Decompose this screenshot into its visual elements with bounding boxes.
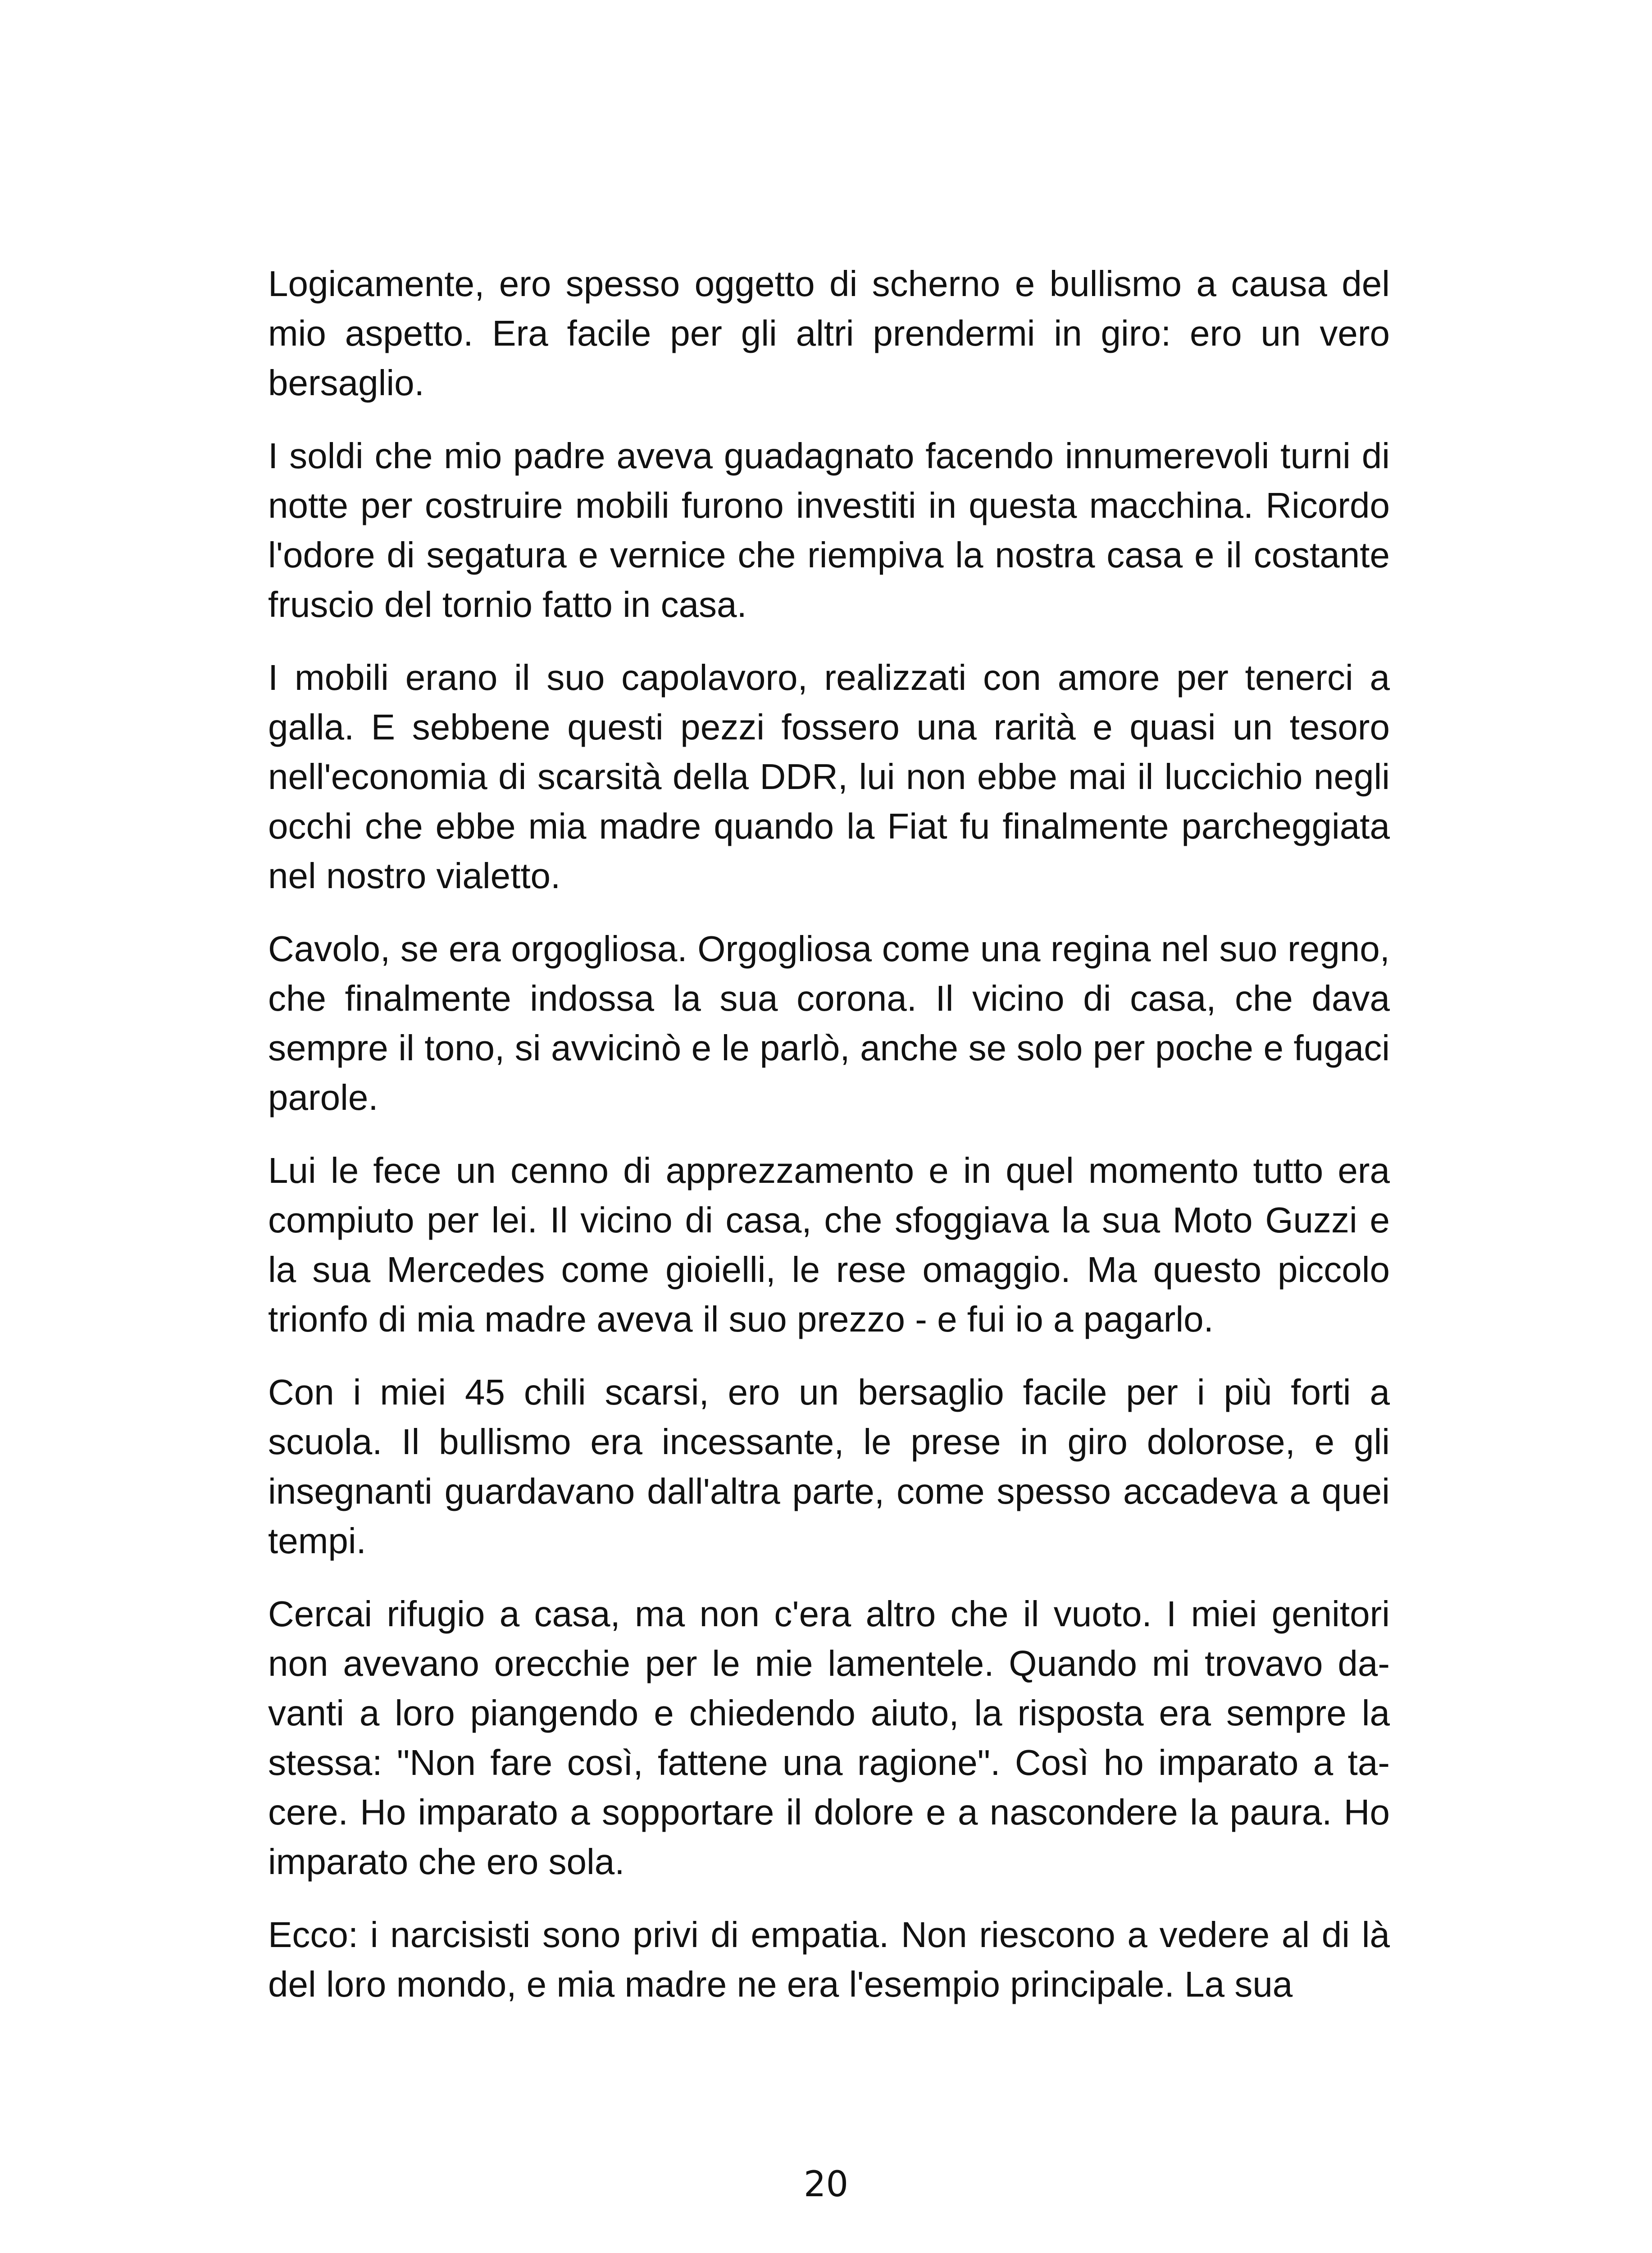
page-number: 20: [803, 2164, 849, 2205]
body-text: [268, 259, 1390, 2033]
paragraph: I mobili erano il suo capolavoro, realizzati con amore per tenerci a galla. E sebbene questi pezzi fossero una rarità e quasi un tesoro nell'economia di scarsità della DDR, lui non ebbe mai il luccichio negli occhi che ebbe mia madre quando la Fiat fu finalmente parcheggiata nel nostro vialetto.: [268, 657, 1390, 896]
paragraph: Ecco: i narcisisti sono privi di empatia. Non riescono a vedere al di là del loro mondo, e mia madre ne era l'esempio principale. La sua: [268, 1915, 1390, 2004]
paragraph: Lui le fece un cenno di apprezzamento e in quel momento tutto era compiuto per lei. Il vicino di casa, che sfoggiava la sua Moto Guzzi e la sua Mercedes come gioielli, le rese omaggio. Ma questo piccolo trionfo di mia madre aveva il suo prezzo - e fui io a pagarlo.: [268, 1150, 1390, 1339]
paragraph: Cercai rifugio a casa, ma non c'era altro che il vuoto. I miei genitori non avevano orecchie per le mie lamentele. Quando mi trovavo davanti a loro piangendo e chiedendo aiuto, la risposta era sempre la stessa: "Non fare così, fattene una ragione". Così ho imparato a tacere. Ho imparato a sopportare il dolore e a nascondere la paura. Ho imparato che ero sola.: [268, 1594, 1390, 1882]
paragraph: Logicamente, ero spesso oggetto di scherno e bullismo a causa del mio aspetto. Era facile per gli altri prendermi in giro: ero un vero bersaglio.: [268, 264, 1390, 403]
paragraph: Cavolo, se era orgogliosa. Orgogliosa come una regina nel suo regno, che finalmente indossa la sua corona. Il vicino di casa, che dava sempre il tono, si avvicinò e le parlò, anche se solo per poche e fugaci parole.: [268, 929, 1390, 1117]
paragraph: Con i miei 45 chili scarsi, ero un bersaglio facile per i più forti a scuola. Il bullismo era incessante, le prese in giro dolorose, e gli insegnanti guardavano dall'altra parte, come spesso accadeva a quei tempi.: [268, 1372, 1390, 1561]
paragraph: I soldi che mio padre aveva guadagnato facendo innumerevoli turni di notte per costruire mobili furono investiti in questa macchina. Ricordo l'odore di segatura e vernice che riempiva la nostra casa e il costante fruscio del tornio fatto in casa.: [268, 436, 1390, 625]
